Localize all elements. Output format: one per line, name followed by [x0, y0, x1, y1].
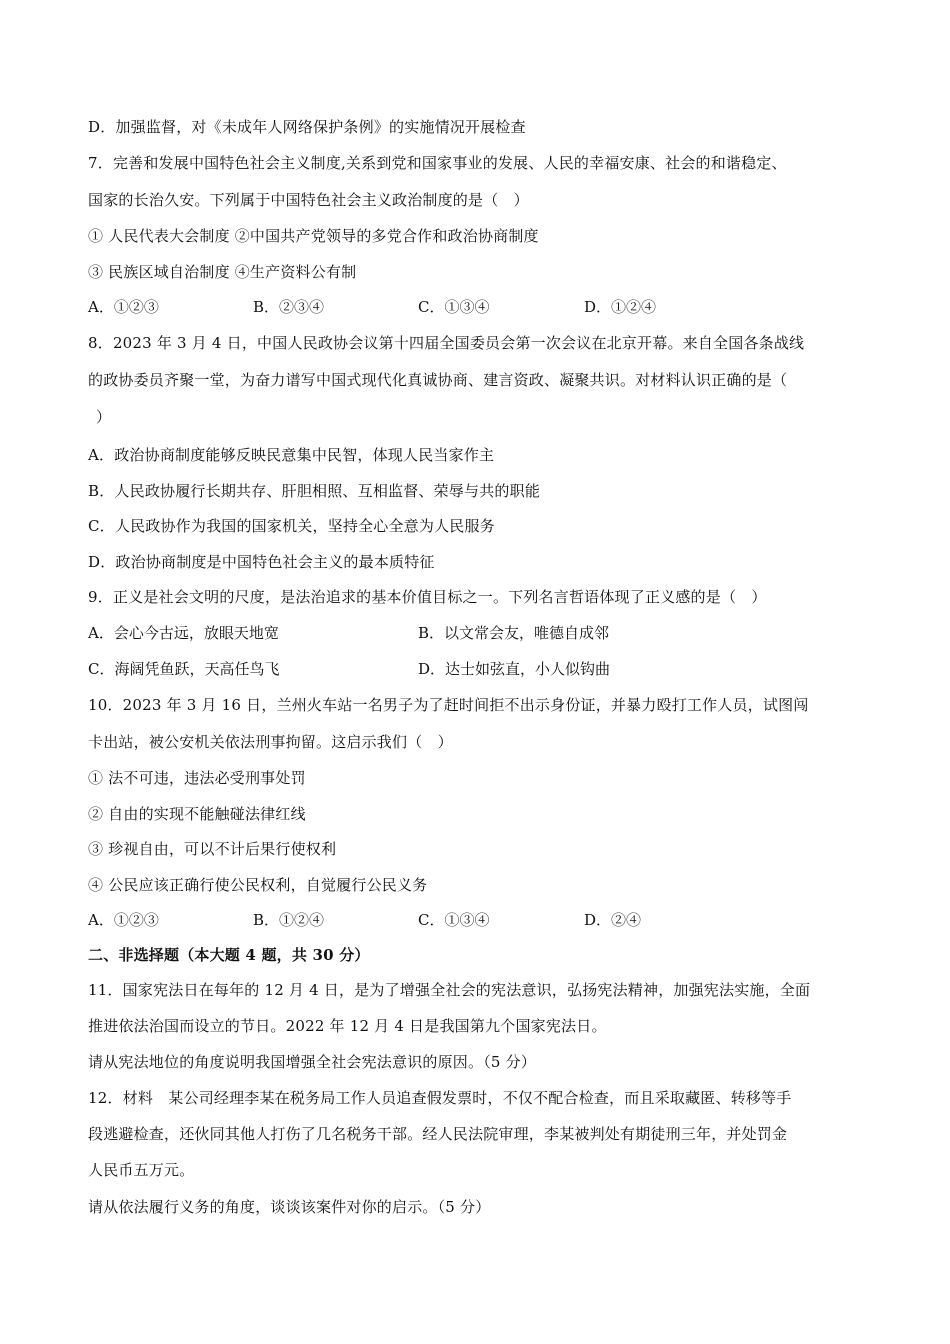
q10-item-2: ② 自由的实现不能触碰法律红线 [88, 805, 306, 823]
q8-stem-line1: 8．2023 年 3 月 4 日，中国人民政协会议第十四届全国委员会第一次会议在北京开幕。来自全国各条战线 [88, 334, 805, 352]
q12-line4: 请从依法履行义务的角度，谈谈该案件对你的启示。（5 分） [88, 1198, 491, 1216]
q9-option-b: B．以文常会友，唯德自成邻 [418, 624, 610, 642]
q7-option-c: C．①③④ [418, 298, 490, 316]
q7-item-line1: ① 人民代表大会制度 ②中国共产党领导的多党合作和政治协商制度 [88, 227, 539, 245]
q10-item-4: ④ 公民应该正确行使公民权利，自觉履行公民义务 [88, 876, 428, 894]
q11-line2: 推进依法治国而设立的节日。2022 年 12 月 4 日是我国第九个国家宪法日。 [88, 1017, 607, 1035]
q10-stem-line1: 10．2023 年 3 月 16 日，兰州火车站一名男子为了赶时间拒不出示身份证，并暴力殴打工作人员，试图闯 [88, 696, 809, 714]
q7-option-a: A．①②③ [88, 298, 159, 316]
q8-option-b: B．人民政协履行长期共存、肝胆相照、互相监督、荣辱与共的职能 [88, 482, 541, 500]
q11-line3: 请从宪法地位的角度说明我国增强全社会宪法意识的原因。（5 分） [88, 1053, 537, 1071]
q7-option-d: D．①②④ [584, 298, 657, 316]
q8-stem-line3: ） [96, 408, 112, 426]
q12-line1: 12．材料 某公司经理李某在税务局工作人员追查假发票时，不仅不配合检查，而且采取藏匿、转移等手 [88, 1089, 792, 1107]
q10-item-3: ③ 珍视自由，可以不计后果行使权利 [88, 840, 337, 858]
q7-item-line2: ③ 民族区域自治制度 ④生产资料公有制 [88, 263, 357, 281]
q8-option-a: A．政治协商制度能够反映民意集中民智，体现人民当家作主 [88, 446, 495, 464]
section2-title: 二、非选择题（本大题 4 题，共 30 分） [88, 946, 370, 964]
q9-option-a: A．会心今古远，放眼天地宽 [88, 624, 279, 642]
q12-line3: 人民币五万元。 [88, 1161, 195, 1179]
q7-stem-line2: 国家的长治久安。下列属于中国特色社会主义政治制度的是（ ） [88, 191, 529, 209]
q10-option-d: D．②④ [584, 911, 642, 929]
q11-line1: 11．国家宪法日在每年的 12 月 4 日，是为了增强全社会的宪法意识，弘扬宪法精神，加强宪法实施，全面 [88, 981, 811, 999]
q6-option-d: D．加强监督，对《未成年人网络保护条例》的实施情况开展检查 [88, 118, 526, 136]
q9-option-d: D．达士如弦直，小人似钩曲 [418, 660, 611, 678]
q10-option-a: A．①②③ [88, 911, 159, 929]
q10-option-b: B．①②④ [253, 911, 325, 929]
q7-stem-line1: 7．完善和发展中国特色社会主义制度,关系到党和国家事业的发展、人民的幸福安康、社会的和谐稳定、 [88, 154, 787, 172]
q7-option-b: B．②③④ [253, 298, 325, 316]
q10-option-c: C．①③④ [418, 911, 490, 929]
q8-option-c: C．人民政协作为我国的国家机关，坚持全心全意为人民服务 [88, 517, 495, 535]
q10-stem-line2: 卡出站，被公安机关依法刑事拘留。这启示我们（ ） [88, 733, 453, 751]
q8-stem-line2: 的政协委员齐聚一堂，为奋力谱写中国式现代化真诚协商、建言资政、凝聚共识。对材料认识正确的是（ [88, 371, 788, 389]
q12-line2: 段逃避检查，还伙同其他人打伤了几名税务干部。经人民法院审理，李某被判处有期徒刑三年，并处罚金 [88, 1125, 788, 1143]
q10-item-1: ① 法不可违，违法必受刑事处罚 [88, 769, 306, 787]
q9-stem: 9．正义是社会文明的尺度，是法治追求的基本价值目标之一。下列名言哲语体现了正义感的是（ ） [88, 588, 767, 606]
q8-option-d: D．政治协商制度是中国特色社会主义的最本质特征 [88, 553, 435, 571]
q9-option-c: C．海阔凭鱼跃，天高任鸟飞 [88, 660, 280, 678]
